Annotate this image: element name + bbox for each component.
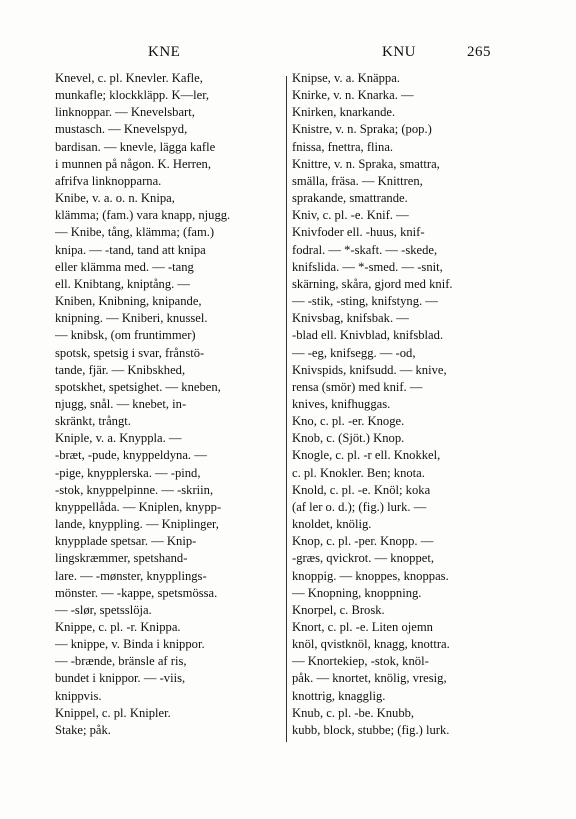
text-line: Knippel, c. pl. Knipler. (55, 705, 171, 720)
text-line: fnissa, fnettra, flina. (292, 139, 394, 154)
text-line: Knistre, v. n. Spraka; (pop.) (292, 122, 432, 137)
text-line: bardisan. — knevle, lägga kafle (55, 139, 216, 154)
text-line: — Knortekiep, -stok, knöl- (292, 654, 429, 669)
text-line: Knibe, v. a. o. n. Knipa, (55, 191, 175, 206)
text-line: knoppig. — knoppes, knoppas. (292, 568, 449, 583)
text-line: smälla, fräsa. — Knittren, (292, 173, 423, 188)
text-line: Knippe, c. pl. -r. Knippa. (55, 620, 181, 634)
text-line: Knittre, v. n. Spraka, smattra, (292, 156, 440, 171)
text-line: Knold, c. pl. -e. Knöl; koka (292, 482, 431, 497)
text-line: rensa (smör) med knif. — (292, 379, 423, 394)
text-line: skärning, skåra, gjord med knif. (292, 276, 453, 291)
right-column (292, 70, 524, 739)
text-line: kubb, block, stubbe; (fig.) lurk. (292, 722, 450, 737)
text-line: Knivfoder ell. -huus, knif- (292, 225, 425, 240)
text-line: Knorpel, c. Brosk. (292, 602, 385, 617)
text-line: njugg, snål. — knebet, in- (55, 396, 187, 411)
text-line: knipa. — -tand, tand att knipa (55, 242, 206, 257)
text-line: Knop, c. pl. -per. Knopp. — (292, 534, 434, 549)
text-line: knippvis. (55, 688, 102, 703)
text-line: knoldet, knölig. (292, 517, 372, 532)
text-line: Knirke, v. n. Knarka. — (292, 88, 414, 103)
text-line: Knort, c. pl. -e. Liten ojemn (292, 620, 433, 634)
text-line: Knivsbag, knifsbak. — (292, 311, 409, 326)
text-line: knöl, qvistknöl, knagg, knottra. (292, 637, 450, 652)
text-line: knives, knifhuggas. (292, 396, 391, 411)
header-right-guideword: KNU (382, 44, 416, 60)
text-line: knifslida. — *-smed. — -snit, (292, 259, 443, 274)
text-line: sprakande, smattrande. (292, 191, 408, 206)
text-line: lare. — -mønster, knypplings- (55, 568, 207, 583)
text-line: Knogle, c. pl. -r ell. Knokkel, (292, 448, 441, 463)
text-line: fodral. — *-skaft. — -skede, (292, 242, 438, 257)
page-number: 265 (467, 44, 491, 60)
text-line: i munnen på någon. K. Herren, (55, 156, 211, 171)
text-line: -stok, knyppelpinne. — -skriin, (55, 482, 214, 497)
text-line: Kniben, Knibning, knipande, (55, 294, 202, 309)
text-line: linknoppar. — Knevelsbart, (55, 105, 195, 120)
text-line: Knirken, knarkande. (292, 105, 396, 120)
text-line: Knub, c. pl. -be. Knubb, (292, 705, 415, 720)
text-line: — -stik, -sting, knifstyng. — (292, 294, 438, 309)
text-line: Knipse, v. a. Knäppa. (292, 71, 400, 85)
text-line: Kniv, c. pl. -e. Knif. — (292, 208, 409, 223)
text-line: Stake; påk. (55, 722, 111, 737)
running-header (0, 44, 576, 64)
text-line: knypplade spetsar. — Knip- (55, 534, 197, 549)
text-line: mustasch. — Knevelspyd, (55, 122, 188, 137)
text-line: c. pl. Knokler. Ben; knota. (292, 465, 425, 480)
text-line: spotskhet, spetsighet. — kneben, (55, 379, 221, 394)
text-line: tande, fjär. — Knibskhed, (55, 362, 186, 377)
text-line: munkafle; klockkläpp. K—ler, (55, 88, 210, 103)
text-line: spotsk, spetsig i svar, frånstö- (55, 345, 205, 360)
text-line: -blad ell. Knivblad, knifsblad. (292, 328, 444, 343)
text-line: knipning. — Kniberi, knussel. (55, 311, 208, 326)
text-line: lingskræmmer, spetshand- (55, 551, 188, 566)
text-line: klämma; (fam.) vara knapp, njugg. (55, 208, 231, 223)
text-line: lande, knyppling. — Kniplinger, (55, 517, 219, 532)
text-line: knottrig, knagglig. (292, 688, 386, 703)
text-line: mönster. — -kappe, spetsmössa. (55, 585, 218, 600)
text-line: -bræt, -pude, knyppeldyna. — (55, 448, 207, 463)
left-column (55, 70, 282, 739)
text-line: påk. — knortet, knölig, vresig, (292, 671, 447, 686)
text-line: — knibsk, (om fruntimmer) (55, 328, 196, 343)
text-line: -græs, qvickrot. — knoppet, (292, 551, 435, 566)
text-line: (af ler o. d.); (fig.) lurk. — (292, 499, 427, 514)
text-line: — -brænde, bränsle af ris, (55, 654, 187, 669)
text-line: ell. Knibtang, kniptång. — (55, 276, 191, 291)
text-line: — -eg, knifsegg. — -od, (292, 345, 416, 360)
text-line: Kniple, v. a. Knyppla. — (55, 431, 182, 446)
text-line: -pige, knypplerska. — -pind, (55, 465, 201, 480)
text-line: Knob, c. (Sjöt.) Knop. (292, 431, 405, 446)
text-line: knyppellåda. — Kniplen, knypp- (55, 499, 222, 514)
text-line: bundet i knippor. — -viis, (55, 671, 186, 686)
text-line: Knevel, c. pl. Knevler. Kafle, (55, 71, 203, 85)
text-line: — Knopning, knoppning. (292, 585, 422, 600)
text-line: Knivspids, knifsudd. — knive, (292, 362, 447, 377)
header-left-guideword: KNE (148, 44, 181, 60)
column-divider (286, 76, 287, 742)
text-line: — knippe, v. Binda i knippor. (55, 637, 205, 652)
text-line: eller klämma med. — -tang (55, 259, 194, 274)
text-line: afrifva linknopparna. (55, 173, 162, 188)
text-line: — Knibe, tång, klämma; (fam.) (55, 225, 215, 240)
text-line: Kno, c. pl. -er. Knoge. (292, 414, 405, 429)
text-line: skränkt, trångt. (55, 414, 131, 429)
text-line: — -slør, spetsslöja. (55, 602, 152, 617)
